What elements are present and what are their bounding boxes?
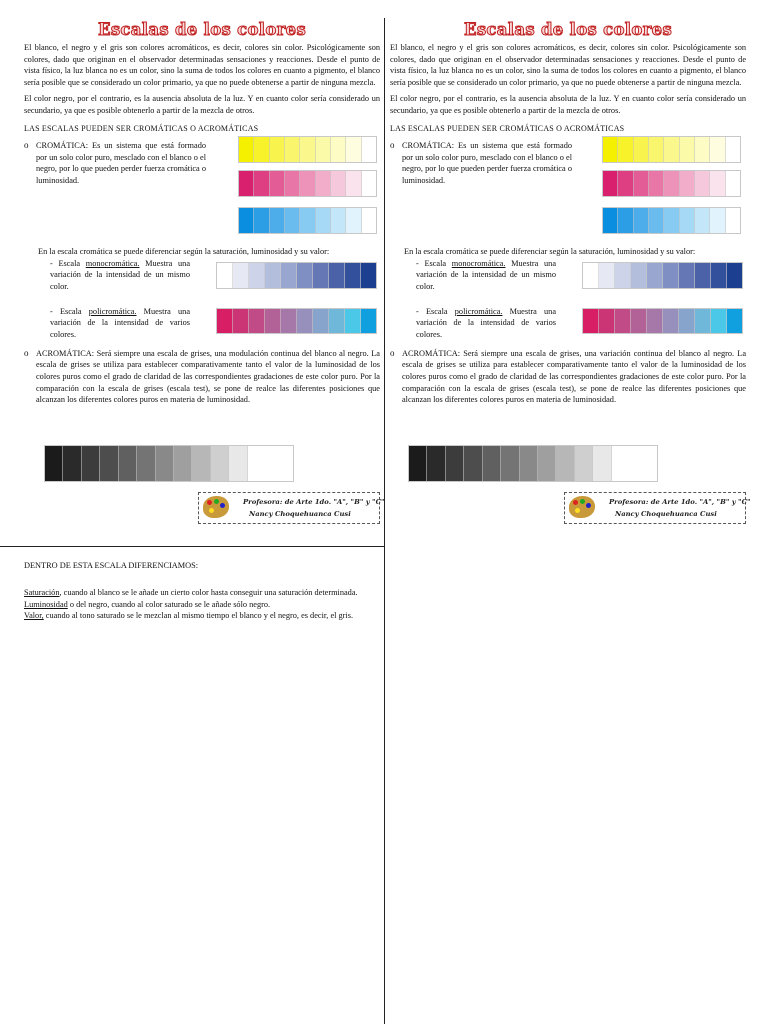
- swatch: [649, 208, 664, 233]
- mono-desc: Muestra una variación de la intensidad de un mismo color.: [416, 258, 556, 291]
- swatch: [664, 171, 679, 196]
- swatch: [615, 309, 631, 333]
- swatch: [233, 263, 249, 288]
- swatch: [679, 309, 695, 333]
- bullet-icon: o: [24, 347, 29, 358]
- swatch: [265, 263, 281, 288]
- mono-dash: - Escala: [50, 258, 86, 268]
- swatch: [239, 137, 254, 162]
- swatch: [663, 309, 679, 333]
- cromatica-desc: Es un sistema que está formado por un solo color puro, mesclado con el blanco o el negro, por lo que pueden perder fuerza cromática o luminosidad.: [402, 141, 572, 185]
- saturacion-item: [24, 587, 378, 598]
- bullet-icon: o: [390, 347, 395, 358]
- swatch: [82, 446, 100, 481]
- swatch: [501, 446, 519, 481]
- swatch: [297, 263, 313, 288]
- swatch: [634, 171, 649, 196]
- swatch: [664, 137, 679, 162]
- swatch: [331, 137, 346, 162]
- swatch: [711, 263, 727, 288]
- swatch: [520, 446, 538, 481]
- bottom-heading: DENTRO DE ESTA ESCALA DIFERENCIAMOS:: [24, 561, 199, 570]
- swatch: [331, 171, 346, 196]
- swatch: [726, 171, 740, 196]
- paint-palette-icon: [569, 496, 595, 518]
- page-title-copy: Escalas de los colores: [463, 20, 673, 39]
- swatch: [710, 208, 725, 233]
- swatch: [710, 171, 725, 196]
- mono-block: [416, 258, 746, 306]
- swatch: [316, 171, 331, 196]
- swatch: [137, 446, 155, 481]
- swatch: [483, 446, 501, 481]
- swatch: [618, 208, 633, 233]
- horizontal-divider: [0, 546, 384, 547]
- poli-desc: Muestra una variación de la intensidad de varios colores.: [416, 306, 556, 339]
- swatch: [156, 446, 174, 481]
- swatch: [631, 309, 647, 333]
- intro-paragraph: El blanco, el negro y el gris son colores acromáticos, es decir, colores sin color. Psicológicamente son colores, dado que originan en el observador determinadas sensaciones y reacciones. Desde el punto de vista físico, la luz blanca no es un color, sino la suma de todos los colores en cuanto a pigmento, el blanco sería posible que se considerado un color primario, ya que no puede obtenerse a partir de ninguna mezcla.: [24, 43, 380, 87]
- swatch: [695, 208, 710, 233]
- poli-desc: Muestra una variación de la intensidad de varios colores.: [50, 306, 190, 339]
- cromatica-block: [24, 140, 380, 236]
- page-title: Escalas de los colores: [97, 20, 307, 39]
- mono-text: [50, 258, 190, 293]
- swatch: [710, 137, 725, 162]
- signature-line-2: Nancy Choquehuanca Cusi: [249, 510, 351, 518]
- mono-label: monocromática.: [451, 258, 506, 268]
- diferenciar-text: En la escala cromática se puede diferenciar según la saturación, luminosidad y su valor:: [404, 247, 696, 257]
- cromatica-text: [402, 140, 572, 186]
- swatch: [254, 208, 269, 233]
- swatch: [285, 208, 300, 233]
- swatch: [100, 446, 118, 481]
- scales-heading: LAS ESCALAS PUEDEN SER CROMÁTICAS O ACROMÁTICAS: [24, 123, 259, 133]
- bullet-icon: o: [24, 140, 29, 151]
- luminosidad-label: Luminosidad: [24, 599, 68, 609]
- swatch: [346, 137, 361, 162]
- poli-text: [50, 306, 190, 341]
- luminosidad-desc: o del negro, cuando al color saturado se le añade sólo negro.: [67, 599, 271, 609]
- swatch: [695, 309, 711, 333]
- swatch: [346, 208, 361, 233]
- signature-box: [198, 492, 385, 524]
- swatch: [270, 171, 285, 196]
- gray-scale: [408, 445, 658, 482]
- swatch: [599, 309, 615, 333]
- swatch: [726, 208, 740, 233]
- swatch: [634, 208, 649, 233]
- swatch: [281, 263, 297, 288]
- swatch: [615, 263, 631, 288]
- swatch: [361, 263, 376, 288]
- left-panel: [24, 20, 385, 518]
- signature-line-1: Profesora: de Arte 1do. "A", "B" y "C": [609, 498, 751, 506]
- cromatica-label: CROMÁTICA:: [402, 141, 455, 151]
- swatch: [239, 208, 254, 233]
- swatch: [313, 263, 329, 288]
- swatch: [649, 171, 664, 196]
- mono-scale: [582, 262, 743, 289]
- acromatica-text: [36, 348, 380, 406]
- mono-label: monocromática.: [85, 258, 140, 268]
- swatch: [316, 137, 331, 162]
- swatch: [361, 309, 376, 333]
- swatch: [726, 137, 740, 162]
- cromatica-text: [36, 140, 206, 186]
- swatch: [446, 446, 464, 481]
- swatch: [217, 263, 233, 288]
- scales-heading: LAS ESCALAS PUEDEN SER CROMÁTICAS O ACROMÁTICAS: [390, 123, 625, 133]
- magenta-scale: [602, 170, 741, 197]
- poli-block: [416, 306, 746, 348]
- swatch: [254, 171, 269, 196]
- swatch: [603, 171, 618, 196]
- acromatica-desc: Será siempre una escala de grises, una modulación continua del blanco al negro. La escala de grises se utiliza para establecer comparativamente tanto el valor de la luminosidad de los colores puros como el grado de claridad de las correspondientes gradaciones de este color puro. Por la comparación con la escala de grises (escala test), se pone de realce las diferentes posiciones que alcanzan los diferentes colores puros en materia de luminosidad.: [36, 348, 380, 405]
- swatch: [285, 137, 300, 162]
- swatch: [593, 446, 611, 481]
- swatch: [727, 309, 742, 333]
- magenta-scale: [238, 170, 377, 197]
- mono-scale: [216, 262, 377, 289]
- swatch: [270, 208, 285, 233]
- poli-text: [416, 306, 556, 341]
- intro-paragraph: El blanco, el negro y el gris son colores acromáticos, es decir, colores sin color. Psicológicamente son colores, dado que originan en el observador determinadas sensaciones y reacciones. Desde el punto de vista físico, la luz blanca no es un color, sino la suma de todos los colores en cuanto a pigmento, el blanco sería posible que se considerado un color primario, ya que no puede obtenerse a partir de ninguna mezcla.: [390, 43, 746, 87]
- poli-label: policromática.: [88, 306, 137, 316]
- acromatica-block: [390, 348, 746, 406]
- swatch: [583, 263, 599, 288]
- swatch: [612, 446, 657, 481]
- swatch: [538, 446, 556, 481]
- swatch: [711, 309, 727, 333]
- swatch: [45, 446, 63, 481]
- swatch: [297, 309, 313, 333]
- vertical-divider: [384, 18, 385, 1024]
- swatch: [331, 208, 346, 233]
- swatch: [680, 137, 695, 162]
- signature-line-2: Nancy Choquehuanca Cusi: [615, 510, 717, 518]
- mono-desc: Muestra una variación de la intensidad de un mismo color.: [50, 258, 190, 291]
- swatch: [346, 171, 361, 196]
- acromatica-text: [402, 348, 746, 406]
- swatch: [583, 309, 599, 333]
- acromatica-label: ACROMÁTICA:: [402, 348, 461, 358]
- swatch: [285, 171, 300, 196]
- swatch: [345, 309, 361, 333]
- valor-item: [24, 610, 378, 621]
- mono-dash: - Escala: [416, 258, 452, 268]
- swatch: [329, 263, 345, 288]
- swatch: [727, 263, 742, 288]
- swatch: [63, 446, 81, 481]
- gray-scale: [44, 445, 294, 482]
- swatch: [603, 208, 618, 233]
- swatch: [211, 446, 229, 481]
- acromatica-label: ACROMÁTICA:: [36, 348, 95, 358]
- swatch: [679, 263, 695, 288]
- cromatica-block: [390, 140, 746, 236]
- valor-label: Valor,: [24, 611, 44, 621]
- poli-label: policromática.: [454, 306, 503, 316]
- swatch: [281, 309, 297, 333]
- swatch: [599, 263, 615, 288]
- cromatica-desc: Es un sistema que está formado por un solo color puro, mesclado con el blanco o el negro, por lo que pueden perder fuerza cromática o luminosidad.: [36, 141, 206, 185]
- cyan-scale: [238, 207, 377, 234]
- swatch: [265, 309, 281, 333]
- swatch: [300, 137, 315, 162]
- swatch: [362, 208, 376, 233]
- swatch: [634, 137, 649, 162]
- poli-block: [50, 306, 380, 348]
- acromatica-desc: Será siempre una escala de grises, una variación continua del blanco al negro. La escala de grises se utiliza para establecer comparativamente tanto el valor de la luminosidad de los colores puros como el grado de claridad de las correspondientes gradaciones de este color puro. Por la comparación con la escala de grises (escala test), se pone de realce las diferentes posiciones que alcanzan los diferentes colores puros en materia de luminosidad.: [402, 348, 746, 405]
- swatch: [427, 446, 445, 481]
- bullet-icon: o: [390, 140, 395, 151]
- swatch: [695, 171, 710, 196]
- swatch: [647, 263, 663, 288]
- swatch: [680, 208, 695, 233]
- swatch: [192, 446, 210, 481]
- swatch: [300, 208, 315, 233]
- intro-paragraph-2: El color negro, por el contrario, es la ausencia absoluta de la luz. Y en cuanto color sería considerado un secundario, ya que es posible obtenerlo a partir de la mezcla de otros.: [24, 94, 380, 115]
- swatch: [119, 446, 137, 481]
- intro-paragraph-2: El color negro, por el contrario, es la ausencia absoluta de la luz. Y en cuanto color sería considerado un secundario, ya que es posible obtenerlo a partir de la mezcla de otros.: [390, 94, 746, 115]
- luminosidad-item: [24, 599, 378, 610]
- swatch: [618, 137, 633, 162]
- yellow-scale: [602, 136, 741, 163]
- swatch: [695, 263, 711, 288]
- swatch: [270, 137, 285, 162]
- swatch: [174, 446, 192, 481]
- poli-dash: - Escala: [50, 306, 89, 316]
- swatch: [313, 309, 329, 333]
- swatch: [556, 446, 574, 481]
- mono-block: [50, 258, 380, 306]
- signature-box: [564, 492, 751, 524]
- swatch: [329, 309, 345, 333]
- swatch: [664, 208, 679, 233]
- swatch: [680, 171, 695, 196]
- swatch: [300, 171, 315, 196]
- swatch: [663, 263, 679, 288]
- swatch: [618, 171, 633, 196]
- swatch: [575, 446, 593, 481]
- swatch: [409, 446, 427, 481]
- poli-dash: - Escala: [416, 306, 455, 316]
- valor-desc: cuando al tono saturado se le mezclan al mismo tiempo el blanco y el negro, es decir, el gris.: [43, 611, 354, 621]
- acromatica-block: [24, 348, 380, 406]
- saturacion-label: Saturación: [24, 588, 60, 598]
- swatch: [647, 309, 663, 333]
- swatch: [631, 263, 647, 288]
- swatch: [249, 263, 265, 288]
- poli-scale: [582, 308, 743, 334]
- swatch: [217, 309, 233, 333]
- swatch: [229, 446, 247, 481]
- poli-scale: [216, 308, 377, 334]
- right-panel: [390, 20, 751, 518]
- swatch: [233, 309, 249, 333]
- mono-text: [416, 258, 556, 293]
- paint-palette-icon: [203, 496, 229, 518]
- swatch: [316, 208, 331, 233]
- bottom-section: [24, 560, 378, 622]
- cyan-scale: [602, 207, 741, 234]
- cromatica-label: CROMÁTICA:: [36, 141, 89, 151]
- yellow-scale: [238, 136, 377, 163]
- swatch: [254, 137, 269, 162]
- swatch: [649, 137, 664, 162]
- signature-line-1: Profesora: de Arte 1do. "A", "B" y "C": [243, 498, 385, 506]
- swatch: [239, 171, 254, 196]
- swatch: [345, 263, 361, 288]
- swatch: [249, 309, 265, 333]
- swatch: [695, 137, 710, 162]
- swatch: [362, 137, 376, 162]
- swatch: [248, 446, 293, 481]
- diferenciar-text: En la escala cromática se puede diferenciar según la saturación, luminosidad y su valor:: [38, 247, 330, 257]
- saturacion-desc: , cuando al blanco se le añade un cierto color hasta conseguir una saturación determinada.: [59, 588, 358, 598]
- swatch: [362, 171, 376, 196]
- swatch: [464, 446, 482, 481]
- swatch: [603, 137, 618, 162]
